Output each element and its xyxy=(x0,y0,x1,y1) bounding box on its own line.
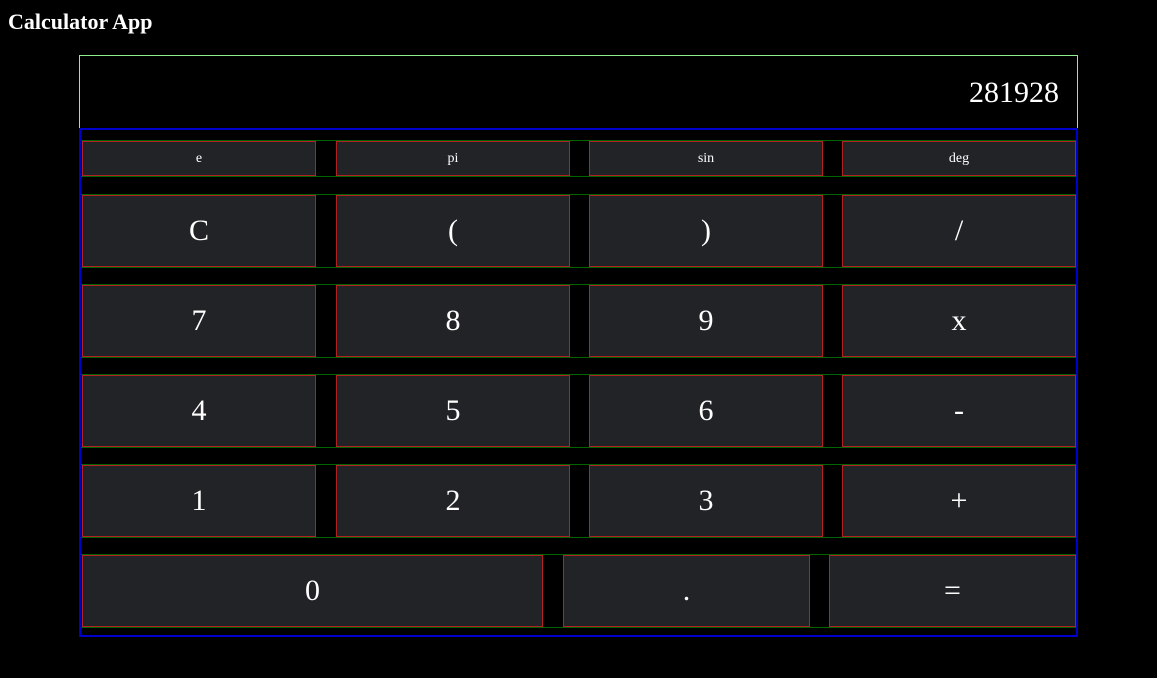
row-zero-dot-equals xyxy=(81,554,1076,628)
digit-0-button[interactable]: 0 xyxy=(82,555,543,627)
sin-button[interactable]: sin xyxy=(589,141,823,176)
digit-7-button[interactable]: 7 xyxy=(82,285,316,357)
digit-6-button[interactable]: 6 xyxy=(589,375,823,447)
digit-8-button[interactable]: 8 xyxy=(336,285,570,357)
divide-button[interactable]: / xyxy=(842,195,1076,267)
minus-button[interactable]: - xyxy=(842,375,1076,447)
digit-2-button[interactable]: 2 xyxy=(336,465,570,537)
row-clear-parens-divide xyxy=(81,194,1076,268)
digit-5-button[interactable]: 5 xyxy=(336,375,570,447)
display-value: 281928 xyxy=(969,76,1059,109)
plus-button[interactable]: + xyxy=(842,465,1076,537)
open-paren-button[interactable]: ( xyxy=(336,195,570,267)
digit-4-button[interactable]: 4 xyxy=(82,375,316,447)
row-789-multiply xyxy=(81,284,1076,358)
equals-button[interactable]: = xyxy=(829,555,1076,627)
multiply-button[interactable]: x xyxy=(842,285,1076,357)
calculator-display xyxy=(79,55,1078,129)
digit-3-button[interactable]: 3 xyxy=(589,465,823,537)
digit-1-button[interactable]: 1 xyxy=(82,465,316,537)
row-123-plus xyxy=(81,464,1076,538)
app-title: Calculator App xyxy=(8,9,153,34)
e-button[interactable]: e xyxy=(82,141,316,176)
clear-button[interactable]: C xyxy=(82,195,316,267)
pi-button[interactable]: pi xyxy=(336,141,570,176)
decimal-point-button[interactable]: . xyxy=(563,555,810,627)
digit-9-button[interactable]: 9 xyxy=(589,285,823,357)
deg-button[interactable]: deg xyxy=(842,141,1076,176)
function-row xyxy=(81,140,1076,177)
row-456-minus xyxy=(81,374,1076,448)
keypad xyxy=(79,128,1078,637)
close-paren-button[interactable]: ) xyxy=(589,195,823,267)
